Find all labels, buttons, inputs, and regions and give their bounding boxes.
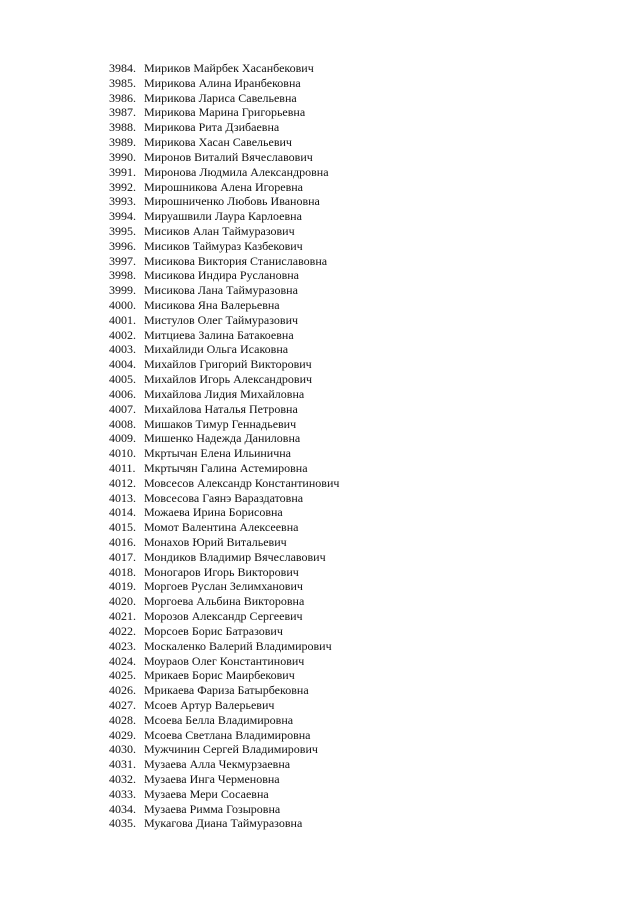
entry-number: 3987. <box>109 105 136 120</box>
list-item <box>109 816 339 831</box>
entry-number: 3996. <box>109 238 136 253</box>
entry-name: Можаева Ирина Борисовна <box>144 505 283 520</box>
entry-number: 4005. <box>109 372 136 387</box>
entry-name: Монахов Юрий Витальевич <box>144 535 287 549</box>
entry-name: Мирикова Лариса Савельевна <box>144 90 297 105</box>
list-item <box>109 565 339 580</box>
entry-name: Мирошникова Алена Игоревна <box>144 179 303 194</box>
list-item <box>109 91 339 106</box>
entry-number: 4006. <box>109 386 136 401</box>
entry-name: Мсоева Белла Владимировна <box>144 712 294 727</box>
entry-number: 3998. <box>109 268 136 283</box>
entry-number: 4019. <box>109 579 136 594</box>
list-item <box>109 668 339 683</box>
entry-number: 4011. <box>109 460 136 475</box>
list-item <box>109 268 339 283</box>
entry-number: 4017. <box>109 549 136 564</box>
list-item <box>109 535 339 550</box>
list-item <box>109 698 339 713</box>
entry-number: 3986. <box>109 90 136 105</box>
list-item <box>109 342 339 357</box>
entry-number: 4008. <box>109 416 136 431</box>
list-item <box>109 446 339 461</box>
entry-name: Мкртычян Галина Астемировна <box>144 460 308 475</box>
entry-number: 4003. <box>109 342 136 357</box>
list-item <box>109 402 339 417</box>
entry-name: Михайлова Наталья Петровна <box>144 401 298 416</box>
entry-name: Михайлов Игорь Александрович <box>144 372 313 387</box>
entry-number: 4029. <box>109 727 136 742</box>
list-item <box>109 313 339 328</box>
entry-number: 3992. <box>109 179 136 194</box>
entry-name: Мрикаева Фариза Батырбековна <box>144 683 309 698</box>
entry-name: Мкртычан Елена Ильинична <box>144 446 291 461</box>
list-item <box>109 476 339 491</box>
entry-name: Мисиков Алан Таймуразович <box>144 223 295 238</box>
entry-number: 3994. <box>109 209 136 224</box>
entry-name: Музаева Инга Черменовна <box>144 772 280 786</box>
entry-number: 4007. <box>109 401 136 416</box>
entry-number: 4002. <box>109 327 136 342</box>
entry-number: 4033. <box>109 786 136 801</box>
list-item <box>109 550 339 565</box>
entry-number: 3990. <box>109 149 136 164</box>
list-item <box>109 105 339 120</box>
entry-name: Мишаков Тимур Геннадьевич <box>144 416 297 431</box>
list-item <box>109 594 339 609</box>
entry-number: 4024. <box>109 653 136 668</box>
list-item <box>109 150 339 165</box>
entry-number: 4001. <box>109 312 136 327</box>
list-item <box>109 802 339 817</box>
entry-number: 4012. <box>109 475 136 490</box>
entry-name: Мирошниченко Любовь Ивановна <box>144 194 320 209</box>
entry-name: Мсоева Светлана Владимировна <box>144 727 311 742</box>
entry-name: Мирикова Марина Григорьевна <box>144 105 306 120</box>
entry-name: Миронова Людмила Александровна <box>144 164 329 179</box>
list-item <box>109 742 339 757</box>
entry-name: Мисикова Виктория Станиславовна <box>144 253 328 268</box>
list-item <box>109 713 339 728</box>
entry-number: 3985. <box>109 75 136 90</box>
entry-number: 4030. <box>109 742 136 757</box>
list-item <box>109 372 339 387</box>
list-item <box>109 787 339 802</box>
entry-name: Мируашвили Лаура Карлоевна <box>144 209 302 224</box>
entry-name: Моураов Олег Константинович <box>144 653 305 668</box>
list-item <box>109 609 339 624</box>
entry-name: Мисиков Таймураз Казбекович <box>144 238 303 253</box>
entry-name: Мисикова Лана Таймуразовна <box>144 283 298 298</box>
entry-name: Момот Валентина Алексеевна <box>144 520 299 535</box>
entry-number: 3997. <box>109 253 136 268</box>
list-item <box>109 209 339 224</box>
list-item <box>109 654 339 669</box>
entry-number: 3993. <box>109 194 136 209</box>
entry-number: 4000. <box>109 298 136 312</box>
entry-name: Мсоев Артур Валерьевич <box>144 697 275 712</box>
entry-name: Мовсесова Гаянэ Вараздатовна <box>144 490 304 505</box>
entry-name: Музаева Римма Гозыровна <box>144 801 281 816</box>
list-item <box>109 757 339 772</box>
entry-name: Михайлов Григорий Викторович <box>144 357 312 372</box>
entry-number: 4020. <box>109 594 136 609</box>
list-item <box>109 624 339 639</box>
entry-name: Мирикова Хасан Савельевич <box>144 135 292 150</box>
list-item <box>109 357 339 372</box>
entry-name: Моргоев Руслан Зелимханович <box>144 579 303 594</box>
list-item <box>109 639 339 654</box>
entry-number: 4016. <box>109 535 136 549</box>
list-item <box>109 165 339 180</box>
entry-number: 3999. <box>109 283 136 298</box>
entry-name: Мовсесов Александр Константинович <box>144 475 340 490</box>
list-item <box>109 239 339 254</box>
name-list <box>109 61 339 831</box>
entry-number: 3995. <box>109 223 136 238</box>
entry-name: Музаева Мери Сосаевна <box>144 786 269 801</box>
entry-name: Музаева Алла Чекмурзаевна <box>144 757 291 772</box>
entry-name: Мирикова Алина Иранбековна <box>144 75 301 90</box>
entry-number: 3991. <box>109 164 136 179</box>
list-item <box>109 431 339 446</box>
list-item <box>109 135 339 150</box>
entry-number: 4010. <box>109 446 136 461</box>
entry-number: 4009. <box>109 431 136 446</box>
list-item <box>109 387 339 402</box>
list-item <box>109 520 339 535</box>
list-item <box>109 180 339 195</box>
entry-number: 3989. <box>109 135 136 150</box>
list-item <box>109 728 339 743</box>
entry-name: Мишенко Надежда Даниловна <box>144 431 301 446</box>
list-item <box>109 254 339 269</box>
entry-number: 4028. <box>109 712 136 727</box>
entry-name: Михайлиди Ольга Исаковна <box>144 342 289 357</box>
entry-name: Москаленко Валерий Владимирович <box>144 638 332 653</box>
entry-number: 4021. <box>109 609 136 624</box>
entry-number: 4022. <box>109 623 136 638</box>
list-item <box>109 328 339 343</box>
entry-number: 3984. <box>109 61 136 75</box>
entry-name: Михайлова Лидия Михайловна <box>144 386 305 401</box>
list-item <box>109 120 339 135</box>
entry-number: 4034. <box>109 801 136 816</box>
entry-name: Мистулов Олег Таймуразович <box>144 312 299 327</box>
entry-name: Моногаров Игорь Викторович <box>144 564 299 579</box>
entry-number: 4025. <box>109 668 136 683</box>
entry-name: Морозов Александр Сергеевич <box>144 609 303 624</box>
list-item <box>109 61 339 76</box>
entry-number: 3988. <box>109 120 136 135</box>
list-item <box>109 683 339 698</box>
entry-name: Мисикова Индира Руслановна <box>144 268 299 283</box>
entry-number: 4018. <box>109 564 136 579</box>
list-item <box>109 772 339 787</box>
list-item <box>109 283 339 298</box>
entry-name: Мирикова Рита Дзибаевна <box>144 120 280 135</box>
entry-number: 4035. <box>109 816 136 831</box>
entry-name: Мондиков Владимир Вячеславович <box>144 549 326 564</box>
entry-name: Мукагова Диана Таймуразовна <box>144 816 303 831</box>
entry-number: 4004. <box>109 357 136 372</box>
list-item <box>109 417 339 432</box>
entry-name: Митциева Залина Батакоевна <box>144 327 294 342</box>
list-item <box>109 579 339 594</box>
entry-name: Миронов Виталий Вячеславович <box>144 149 313 164</box>
entry-number: 4032. <box>109 772 136 786</box>
list-item <box>109 194 339 209</box>
entry-name: Моргоева Альбина Викторовна <box>144 594 305 609</box>
list-item <box>109 224 339 239</box>
entry-number: 4013. <box>109 490 136 505</box>
entry-number: 4023. <box>109 638 136 653</box>
list-item <box>109 298 339 313</box>
entry-number: 4026. <box>109 683 136 698</box>
entry-name: Мрикаев Борис Маирбекович <box>144 668 295 683</box>
entry-number: 4015. <box>109 520 136 535</box>
entry-name: Мисикова Яна Валерьевна <box>144 298 280 312</box>
list-item <box>109 461 339 476</box>
entry-name: Мужчинин Сергей Владимирович <box>144 742 318 757</box>
entry-number: 4014. <box>109 505 136 520</box>
entry-name: Морсоев Борис Батразович <box>144 623 283 638</box>
list-item <box>109 505 339 520</box>
list-item <box>109 76 339 91</box>
entry-name: Мириков Майрбек Хасанбекович <box>144 61 314 75</box>
entry-number: 4031. <box>109 757 136 772</box>
list-item <box>109 491 339 506</box>
entry-number: 4027. <box>109 697 136 712</box>
